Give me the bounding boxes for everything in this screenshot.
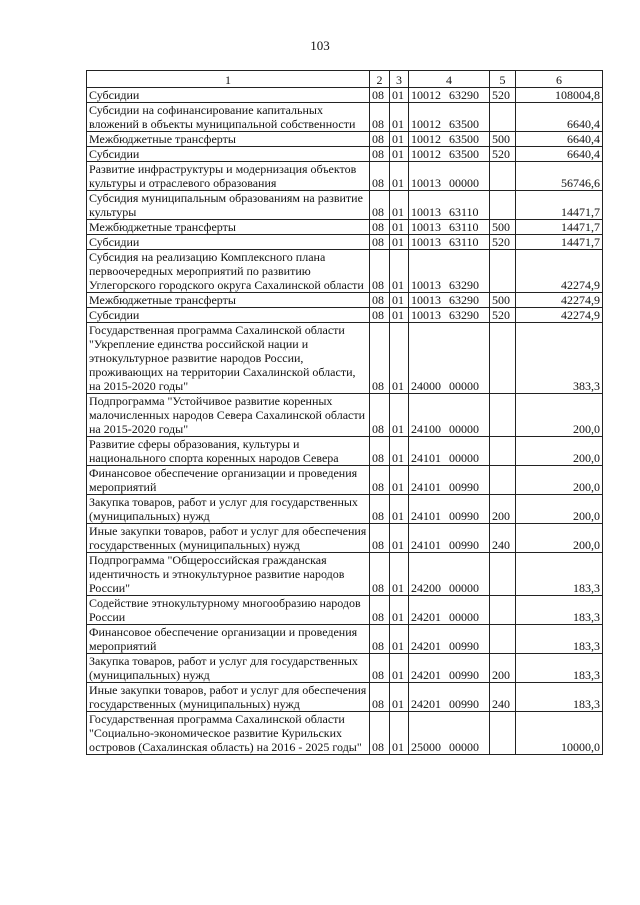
row-name: Закупка товаров, работ и услуг для государственных (муниципальных) нужд — [87, 654, 370, 683]
row-target-code-direction: 63110 — [449, 220, 479, 234]
row-target-code-direction: 00000 — [449, 379, 479, 393]
row-name: Субсидия на реализацию Комплексного плана первоочередных мероприятий по развитию Углегорского городского округа Сахалинской области — [87, 250, 370, 293]
row-subsection: 01 — [390, 103, 409, 132]
row-section: 08 — [370, 466, 390, 495]
table-row — [87, 220, 603, 235]
row-target-code-direction: 63290 — [449, 88, 479, 102]
row-expense-type: 520 — [490, 88, 516, 103]
row-name: Субсидия муниципальным образованиям на развитие культуры — [87, 191, 370, 220]
row-expense-type — [490, 553, 516, 596]
row-target-code — [409, 191, 490, 220]
table-row — [87, 596, 603, 625]
row-amount: 10000,0 — [516, 712, 603, 755]
row-amount: 42274,9 — [516, 250, 603, 293]
row-section: 08 — [370, 495, 390, 524]
row-amount: 183,3 — [516, 683, 603, 712]
row-target-code-program: 10012 — [411, 88, 441, 102]
row-target-code-program: 24101 — [411, 509, 441, 523]
row-name: Содействие этнокультурному многообразию народов России — [87, 596, 370, 625]
row-target-code-program: 10013 — [411, 278, 441, 292]
row-target-code — [409, 712, 490, 755]
row-target-code-direction: 00000 — [449, 451, 479, 465]
row-target-code — [409, 147, 490, 162]
row-target-code-program: 10013 — [411, 176, 441, 190]
row-name: Подпрограмма "Общероссийская гражданская идентичность и этнокультурное развитие народов России" — [87, 553, 370, 596]
row-target-code — [409, 437, 490, 466]
row-amount: 183,3 — [516, 625, 603, 654]
row-expense-type — [490, 191, 516, 220]
row-name: Подпрограмма "Устойчивое развитие коренных малочисленных народов Севера Сахалинской области на 2015-2020 годы" — [87, 394, 370, 437]
row-target-code-program: 24200 — [411, 581, 441, 595]
row-target-code — [409, 162, 490, 191]
row-section: 08 — [370, 437, 390, 466]
row-expense-type — [490, 437, 516, 466]
row-section: 08 — [370, 147, 390, 162]
row-target-code — [409, 553, 490, 596]
row-subsection: 01 — [390, 235, 409, 250]
row-subsection: 01 — [390, 683, 409, 712]
row-target-code-program: 10012 — [411, 132, 441, 146]
row-expense-type: 520 — [490, 308, 516, 323]
row-target-code-program: 24201 — [411, 639, 441, 653]
table-row — [87, 308, 603, 323]
row-expense-type — [490, 394, 516, 437]
row-subsection: 01 — [390, 596, 409, 625]
row-expense-type: 200 — [490, 654, 516, 683]
row-target-code-program: 10013 — [411, 293, 441, 307]
row-expense-type: 240 — [490, 683, 516, 712]
row-name: Субсидии на софинансирование капитальных вложений в объекты муниципальной собственности — [87, 103, 370, 132]
row-target-code-program: 10012 — [411, 147, 441, 161]
row-expense-type: 240 — [490, 524, 516, 553]
row-target-code — [409, 250, 490, 293]
row-subsection: 01 — [390, 466, 409, 495]
row-section: 08 — [370, 308, 390, 323]
row-target-code-direction: 00990 — [449, 639, 479, 653]
row-target-code-direction: 63290 — [449, 278, 479, 292]
row-section: 08 — [370, 323, 390, 394]
row-expense-type: 520 — [490, 147, 516, 162]
row-target-code — [409, 235, 490, 250]
row-amount: 42274,9 — [516, 308, 603, 323]
header-col-section: 2 — [370, 71, 390, 88]
table-row — [87, 654, 603, 683]
row-subsection: 01 — [390, 524, 409, 553]
row-target-code — [409, 220, 490, 235]
row-amount: 56746,6 — [516, 162, 603, 191]
row-target-code-program: 10012 — [411, 117, 441, 131]
table-row — [87, 625, 603, 654]
row-section: 08 — [370, 220, 390, 235]
header-row — [87, 71, 603, 88]
row-amount: 200,0 — [516, 466, 603, 495]
row-amount: 14471,7 — [516, 235, 603, 250]
row-section: 08 — [370, 293, 390, 308]
table-row — [87, 235, 603, 250]
row-target-code-program: 24201 — [411, 697, 441, 711]
row-target-code — [409, 524, 490, 553]
row-subsection: 01 — [390, 553, 409, 596]
row-subsection: 01 — [390, 293, 409, 308]
row-target-code — [409, 308, 490, 323]
row-target-code-program: 24101 — [411, 538, 441, 552]
row-expense-type — [490, 625, 516, 654]
row-target-code-direction: 63500 — [449, 147, 479, 161]
row-expense-type — [490, 323, 516, 394]
row-subsection: 01 — [390, 323, 409, 394]
row-amount: 14471,7 — [516, 191, 603, 220]
table-row — [87, 394, 603, 437]
row-expense-type — [490, 596, 516, 625]
table-row — [87, 147, 603, 162]
row-section: 08 — [370, 191, 390, 220]
row-amount: 42274,9 — [516, 293, 603, 308]
table-row — [87, 162, 603, 191]
row-name: Межбюджетные трансферты — [87, 132, 370, 147]
header-col-amount: 6 — [516, 71, 603, 88]
row-target-code — [409, 88, 490, 103]
row-section: 08 — [370, 250, 390, 293]
row-section: 08 — [370, 712, 390, 755]
table-row — [87, 103, 603, 132]
row-target-code-program: 24100 — [411, 422, 441, 436]
row-target-code-program: 24201 — [411, 668, 441, 682]
row-target-code-direction: 63500 — [449, 117, 479, 131]
row-expense-type — [490, 466, 516, 495]
row-section: 08 — [370, 683, 390, 712]
row-expense-type — [490, 103, 516, 132]
row-target-code — [409, 495, 490, 524]
row-name: Иные закупки товаров, работ и услуг для обеспечения государственных (муниципальных) нужд — [87, 524, 370, 553]
table-row — [87, 191, 603, 220]
row-subsection: 01 — [390, 147, 409, 162]
header-col-subsection: 3 — [390, 71, 409, 88]
row-amount: 108004,8 — [516, 88, 603, 103]
row-section: 08 — [370, 162, 390, 191]
row-target-code-program: 10013 — [411, 308, 441, 322]
row-amount: 14471,7 — [516, 220, 603, 235]
row-name: Субсидии — [87, 308, 370, 323]
row-target-code-direction: 00000 — [449, 581, 479, 595]
row-subsection: 01 — [390, 250, 409, 293]
row-expense-type: 500 — [490, 132, 516, 147]
row-target-code-direction: 63500 — [449, 132, 479, 146]
row-target-code-direction: 00000 — [449, 422, 479, 436]
row-section: 08 — [370, 596, 390, 625]
row-subsection: 01 — [390, 625, 409, 654]
table-row — [87, 553, 603, 596]
row-subsection: 01 — [390, 437, 409, 466]
row-target-code — [409, 103, 490, 132]
row-amount: 383,3 — [516, 323, 603, 394]
row-target-code-program: 10013 — [411, 220, 441, 234]
row-subsection: 01 — [390, 132, 409, 147]
row-target-code — [409, 654, 490, 683]
row-target-code-direction: 00000 — [449, 176, 479, 190]
row-amount: 200,0 — [516, 524, 603, 553]
row-amount: 183,3 — [516, 654, 603, 683]
row-section: 08 — [370, 394, 390, 437]
row-expense-type: 200 — [490, 495, 516, 524]
row-target-code-direction: 63110 — [449, 235, 479, 249]
row-expense-type — [490, 250, 516, 293]
row-name: Субсидии — [87, 88, 370, 103]
row-target-code — [409, 293, 490, 308]
table-row — [87, 293, 603, 308]
row-amount: 200,0 — [516, 394, 603, 437]
row-expense-type: 500 — [490, 220, 516, 235]
row-name: Межбюджетные трансферты — [87, 293, 370, 308]
row-target-code-direction: 00000 — [449, 610, 479, 624]
row-expense-type: 520 — [490, 235, 516, 250]
row-name: Межбюджетные трансферты — [87, 220, 370, 235]
table-row — [87, 437, 603, 466]
header-col-expense-type: 5 — [490, 71, 516, 88]
row-target-code-program: 10013 — [411, 235, 441, 249]
row-subsection: 01 — [390, 308, 409, 323]
row-target-code-direction: 00990 — [449, 538, 479, 552]
row-target-code-direction: 63290 — [449, 308, 479, 322]
table-row — [87, 323, 603, 394]
table-row — [87, 495, 603, 524]
page-number: 103 — [310, 38, 330, 53]
row-subsection: 01 — [390, 712, 409, 755]
row-target-code-program: 10013 — [411, 205, 441, 219]
row-target-code-direction: 00000 — [449, 740, 479, 754]
row-amount: 200,0 — [516, 495, 603, 524]
table-row — [87, 250, 603, 293]
row-subsection: 01 — [390, 191, 409, 220]
row-target-code — [409, 596, 490, 625]
row-expense-type — [490, 712, 516, 755]
row-section: 08 — [370, 654, 390, 683]
table-row — [87, 466, 603, 495]
row-subsection: 01 — [390, 394, 409, 437]
row-section: 08 — [370, 625, 390, 654]
header-col-name: 1 — [87, 71, 370, 88]
row-target-code — [409, 625, 490, 654]
row-target-code-program: 24101 — [411, 480, 441, 494]
row-amount: 6640,4 — [516, 103, 603, 132]
row-name: Субсидии — [87, 147, 370, 162]
row-expense-type — [490, 162, 516, 191]
row-target-code-program: 24201 — [411, 610, 441, 624]
row-subsection: 01 — [390, 220, 409, 235]
row-target-code-direction: 00990 — [449, 480, 479, 494]
row-target-code-direction: 63290 — [449, 293, 479, 307]
header-col-target-code: 4 — [409, 71, 490, 88]
row-target-code — [409, 466, 490, 495]
row-name: Развитие сферы образования, культуры и национального спорта коренных народов Севера — [87, 437, 370, 466]
row-name: Субсидии — [87, 235, 370, 250]
row-section: 08 — [370, 524, 390, 553]
row-name: Государственная программа Сахалинской области "Укрепление единства российской нации и этнокультурное развитие народов России, проживающих на территории Сахалинской области, на 2015-2020 годы" — [87, 323, 370, 394]
row-subsection: 01 — [390, 654, 409, 683]
row-target-code-direction: 63110 — [449, 205, 479, 219]
row-amount: 200,0 — [516, 437, 603, 466]
row-name: Закупка товаров, работ и услуг для государственных (муниципальных) нужд — [87, 495, 370, 524]
row-target-code — [409, 683, 490, 712]
row-name: Финансовое обеспечение организации и проведения мероприятий — [87, 466, 370, 495]
row-target-code-program: 25000 — [411, 740, 441, 754]
row-target-code — [409, 394, 490, 437]
row-name: Финансовое обеспечение организации и проведения мероприятий — [87, 625, 370, 654]
table-row — [87, 712, 603, 755]
row-amount: 183,3 — [516, 596, 603, 625]
row-target-code-program: 24000 — [411, 379, 441, 393]
row-target-code-program: 24101 — [411, 451, 441, 465]
row-subsection: 01 — [390, 88, 409, 103]
table-row — [87, 88, 603, 103]
budget-table — [86, 70, 603, 755]
row-target-code — [409, 132, 490, 147]
table-row — [87, 683, 603, 712]
row-name: Развитие инфраструктуры и модернизация объектов культуры и отраслевого образования — [87, 162, 370, 191]
row-target-code-direction: 00990 — [449, 509, 479, 523]
row-subsection: 01 — [390, 495, 409, 524]
table-row — [87, 132, 603, 147]
row-amount: 183,3 — [516, 553, 603, 596]
row-section: 08 — [370, 553, 390, 596]
row-subsection: 01 — [390, 162, 409, 191]
row-section: 08 — [370, 103, 390, 132]
row-amount: 6640,4 — [516, 132, 603, 147]
row-section: 08 — [370, 88, 390, 103]
row-amount: 6640,4 — [516, 147, 603, 162]
row-name: Государственная программа Сахалинской области "Социально-экономическое развитие Курильских островов (Сахалинская область) на 2016 - 2025 годы" — [87, 712, 370, 755]
row-target-code — [409, 323, 490, 394]
row-name: Иные закупки товаров, работ и услуг для обеспечения государственных (муниципальных) нужд — [87, 683, 370, 712]
row-target-code-direction: 00990 — [449, 668, 479, 682]
table-row — [87, 524, 603, 553]
row-expense-type: 500 — [490, 293, 516, 308]
row-section: 08 — [370, 235, 390, 250]
row-target-code-direction: 00990 — [449, 697, 479, 711]
row-section: 08 — [370, 132, 390, 147]
